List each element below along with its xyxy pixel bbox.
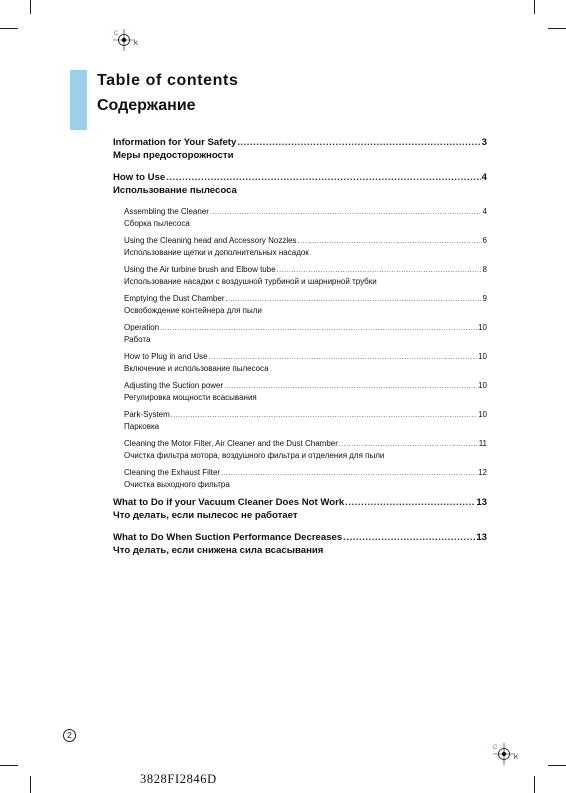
toc-entry-line [113, 497, 487, 508]
reg-label-c: C [114, 31, 119, 37]
toc-entry-page: 13 [476, 497, 487, 508]
crop-mark [30, 0, 31, 14]
reg-label-k: K [514, 755, 519, 761]
toc-entry-title-ru: Включение и использование пылесоса [124, 364, 269, 373]
toc-entry-title-en: Information for Your Safety [113, 137, 237, 148]
crop-mark [0, 28, 18, 29]
toc-entry-title-en: Park-System [124, 410, 170, 419]
crop-mark [548, 765, 566, 766]
toc-entry-line [124, 236, 487, 245]
crop-mark [548, 28, 566, 29]
toc-entry[interactable] [124, 207, 487, 228]
toc-entry-page: 4 [481, 172, 487, 183]
toc-entry[interactable] [113, 497, 487, 521]
toc-entry[interactable] [124, 323, 487, 344]
dot-leader [209, 354, 477, 361]
reg-label-k: K [134, 41, 139, 47]
dot-leader [237, 137, 480, 148]
toc-entry-title-en: Using the Air turbine brush and Elbow tube [124, 265, 276, 274]
toc-entry-line [124, 294, 487, 303]
toc-entry[interactable] [124, 468, 487, 489]
toc-entry-line [124, 410, 487, 419]
toc-entry-line [124, 352, 487, 361]
toc-entry-line [113, 532, 487, 543]
toc-entry-page: 3 [481, 137, 487, 148]
toc-entry-line [124, 265, 487, 274]
table-of-contents [113, 137, 487, 567]
toc-entry-title-en: How to Plug in and Use [124, 352, 208, 361]
toc-entry-title-ru: Что делать, если пылесос не работает [113, 510, 298, 521]
dot-leader [171, 412, 477, 419]
toc-entry-line [124, 323, 487, 332]
toc-entry-page: 8 [482, 265, 487, 274]
toc-entry-title-en: What to Do When Suction Performance Decreases [113, 532, 343, 543]
toc-entry-page: 10 [478, 323, 487, 332]
toc-entry-title-ru: Использование пылесоса [113, 185, 237, 196]
crop-mark [0, 765, 18, 766]
toc-entry-title-en: Operation [124, 323, 160, 332]
toc-entry[interactable] [124, 410, 487, 431]
reg-label-c: C [493, 745, 498, 751]
page-title-en: Table of contents [97, 72, 239, 89]
toc-entry[interactable] [113, 172, 487, 196]
toc-entry[interactable] [124, 265, 487, 286]
dot-leader [277, 267, 482, 274]
toc-entry-title-en: Emptying the Dust Chamber [124, 294, 225, 303]
toc-entry-title-ru: Меры предосторожности [113, 150, 234, 161]
toc-entry-title-ru: Очистка фильтра мотора, воздушного фильтра и отделения для пыли [124, 451, 385, 460]
toc-entry-line [124, 468, 487, 477]
dot-leader [339, 441, 478, 448]
toc-entry-title-ru: Использование щетки и дополнительных насадок [124, 248, 309, 257]
toc-entry[interactable] [113, 532, 487, 556]
toc-entry[interactable] [124, 439, 487, 460]
toc-entry-page: 10 [478, 381, 487, 390]
toc-entry-title-ru: Сборка пылесоса [124, 219, 190, 228]
toc-entry-page: 11 [478, 439, 487, 448]
dot-leader [221, 470, 477, 477]
dot-leader [166, 172, 480, 183]
toc-entry[interactable] [124, 294, 487, 315]
toc-entry[interactable] [113, 137, 487, 161]
toc-entry-page: 6 [482, 236, 487, 245]
dot-leader [226, 296, 482, 303]
toc-entry-title-en: How to Use [113, 172, 166, 183]
toc-entry[interactable] [124, 381, 487, 402]
toc-entry-line [113, 137, 487, 148]
toc-entry-title-ru: Парковка [124, 422, 160, 431]
crop-mark [534, 0, 535, 14]
registration-mark-top [112, 28, 146, 52]
toc-entry-line [124, 207, 487, 216]
dot-leader [345, 497, 475, 508]
toc-entry[interactable] [124, 236, 487, 257]
title-accent-bar [70, 70, 87, 130]
crop-mark [534, 776, 535, 793]
toc-entry[interactable] [124, 352, 487, 373]
toc-entry-page: 13 [476, 532, 487, 543]
document-code: 3828FI2846D [140, 772, 217, 786]
dot-leader [298, 238, 482, 245]
toc-entry-title-ru: Что делать, если снижена сила всасывания [113, 545, 324, 556]
toc-entry-title-en: Assembling the Cleaner [124, 207, 209, 216]
toc-entry-line [124, 439, 487, 448]
toc-entry-title-ru: Очистка выходного фильтра [124, 480, 230, 489]
page-title-ru: Содержание [97, 97, 196, 114]
dot-leader [224, 383, 477, 390]
dot-leader [160, 325, 477, 332]
dot-leader [210, 209, 482, 216]
registration-mark-bottom [492, 742, 526, 766]
toc-entry-page: 12 [478, 468, 487, 477]
toc-entry-title-en: What to Do if your Vacuum Cleaner Does Not Work [113, 497, 345, 508]
toc-entry-page: 4 [482, 207, 487, 216]
toc-entry-title-en: Adjusting the Suction power [124, 381, 224, 390]
toc-entry-title-en: Cleaning the Motor Filter, Air Cleaner and the Dust Chamber [124, 439, 338, 448]
page-number: 2 [63, 729, 76, 742]
toc-entry-title-ru: Работа [124, 335, 151, 344]
toc-entry-title-en: Using the Cleaning head and Accessory Nozzles [124, 236, 297, 245]
toc-entry-page: 9 [482, 294, 487, 303]
toc-entry-line [124, 381, 487, 390]
toc-entry-title-ru: Освобождение контейнера для пыли [124, 306, 262, 315]
toc-entry-title-ru: Регулировка мощности всасывания [124, 393, 257, 402]
toc-entry-page: 10 [478, 352, 487, 361]
toc-entry-title-en: Cleaning the Exhaust Filter [124, 468, 221, 477]
dot-leader [343, 532, 475, 543]
crop-mark [30, 776, 31, 793]
toc-entry-line [113, 172, 487, 183]
toc-entry-title-ru: Использование насадки с воздушной турбиной и шарнирной трубки [124, 277, 377, 286]
toc-entry-page: 10 [478, 410, 487, 419]
